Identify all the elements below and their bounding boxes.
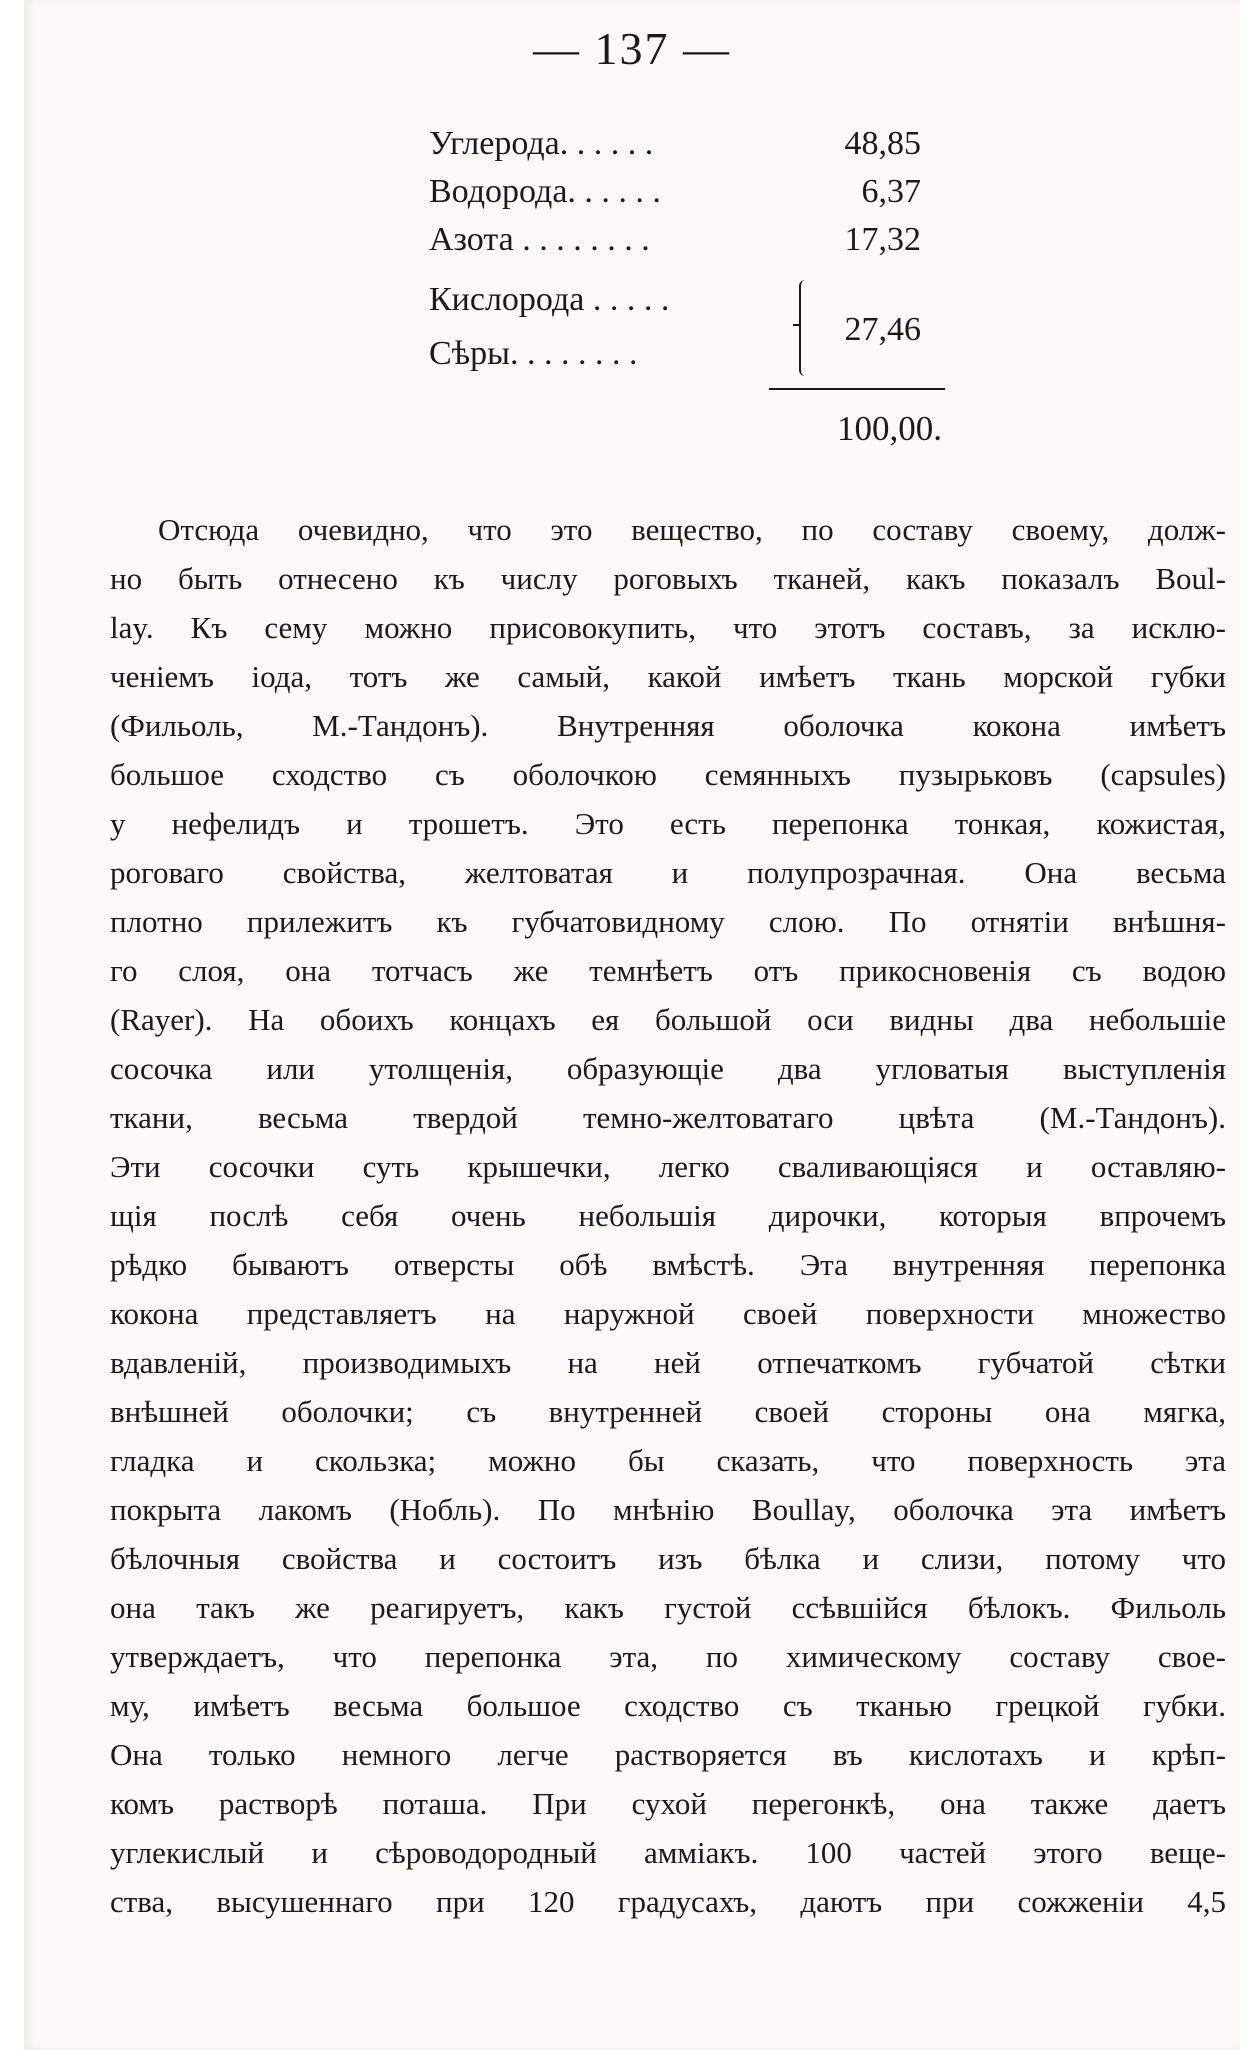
text-line: ченіемъ іода, тотъ же самый, какой имѣетъ ткань морской губки xyxy=(110,659,1226,694)
sum-rule xyxy=(769,388,945,390)
text-line: сосочка или утолщенія, образующіе два угловатыя выступленія xyxy=(110,1051,1226,1086)
text-line: она такъ же реагируетъ, какъ густой ссѣвшійся бѣлокъ. Фильоль xyxy=(110,1590,1226,1625)
element-name: Азота . . . . . . . . xyxy=(429,221,650,258)
element-value: 17,32 xyxy=(844,221,921,258)
text-line: внѣшней оболочки; съ внутренней своей стороны она мягка, xyxy=(110,1394,1226,1429)
text-line: вдавленій, производимыхъ на ней отпечаткомъ губчатой сѣтки xyxy=(110,1345,1226,1380)
text-line: ства, высушеннаго при 120 градусахъ, даютъ при сожженіи 4,5 xyxy=(110,1884,1226,1919)
text-line: плотно прилежитъ къ губчатовидному слою. По отнятіи внѣшня- xyxy=(110,904,1226,939)
text-line: гладка и скользка; можно бы сказать, что поверхность эта xyxy=(110,1443,1226,1478)
book-page xyxy=(24,0,1240,2050)
text-line: большое сходство съ оболочкою семянныхъ пузырьковъ (capsules) xyxy=(110,757,1226,792)
page-number: — 137 — xyxy=(533,23,731,74)
element-name: Кислорода . . . . . xyxy=(429,281,670,318)
element-name: Сѣры. . . . . . . . xyxy=(429,335,638,372)
text-line: утверждаетъ, что перепонка эта, по химическому составу свое- xyxy=(110,1639,1226,1674)
combined-value: 27,46 xyxy=(844,311,921,348)
text-line: (Rayer). На обоихъ концахъ ея большой оси видны два небольшіе xyxy=(110,1002,1226,1037)
text-line: рѣдко бываютъ отверсты обѣ вмѣстѣ. Эта внутренняя перепонка xyxy=(110,1247,1226,1282)
text-line: му, имѣетъ весьма большое сходство съ тканью грецкой губки. xyxy=(110,1688,1226,1723)
total-value: 100,00. xyxy=(837,409,942,448)
text-line: у нефелидъ и трошетъ. Это есть перепонка тонкая, кожистая, xyxy=(110,806,1226,841)
element-name: Углерода. . . . . . xyxy=(429,125,654,162)
text-line: комъ растворѣ поташа. При сухой перегонкѣ, она также даетъ xyxy=(110,1786,1226,1821)
text-line: углекислый и сѣроводородный амміакъ. 100 частей этого веще- xyxy=(110,1835,1226,1870)
element-name: Водорода. . . . . . xyxy=(429,173,661,210)
text-line: Эти сосочки суть крышечки, легко сваливающіяся и оставляю- xyxy=(110,1149,1226,1184)
text-line: го слоя, она тотчасъ же темнѣетъ отъ прикосновенія съ водою xyxy=(110,953,1226,988)
element-value: 6,37 xyxy=(861,173,921,210)
text-line: бѣлочныя свойства и состоитъ изъ бѣлка и слизи, потому что xyxy=(110,1541,1226,1576)
text-line: lay. Къ сему можно присовокупить, что этотъ составъ, за исклю- xyxy=(110,610,1226,645)
text-line: Она только немного легче растворяется въ кислотахъ и крѣп- xyxy=(110,1737,1226,1772)
text-line: Отсюда очевидно, что это вещество, по составу своему, долж- xyxy=(158,512,1226,547)
text-line: кокона представляетъ на наружной своей поверхности множество xyxy=(110,1296,1226,1331)
element-value: 48,85 xyxy=(844,125,921,162)
text-line: щія послѣ себя очень небольшія дирочки, которыя впрочемъ xyxy=(110,1198,1226,1233)
text-line: ткани, весьма твердой темно-желтоватаго цвѣта (М.-Тандонъ). xyxy=(110,1100,1226,1135)
text-line: покрыта лакомъ (Нобль). По мнѣнію Boullay, оболочка эта имѣетъ xyxy=(110,1492,1226,1527)
text-line: (Фильоль, М.-Тандонъ). Внутренняя оболочка кокона имѣетъ xyxy=(110,708,1226,743)
text-line: но быть отнесено къ числу роговыхъ тканей, какъ показалъ Boul- xyxy=(110,561,1226,596)
text-line: роговаго свойства, желтоватая и полупрозрачная. Она весьма xyxy=(110,855,1226,890)
